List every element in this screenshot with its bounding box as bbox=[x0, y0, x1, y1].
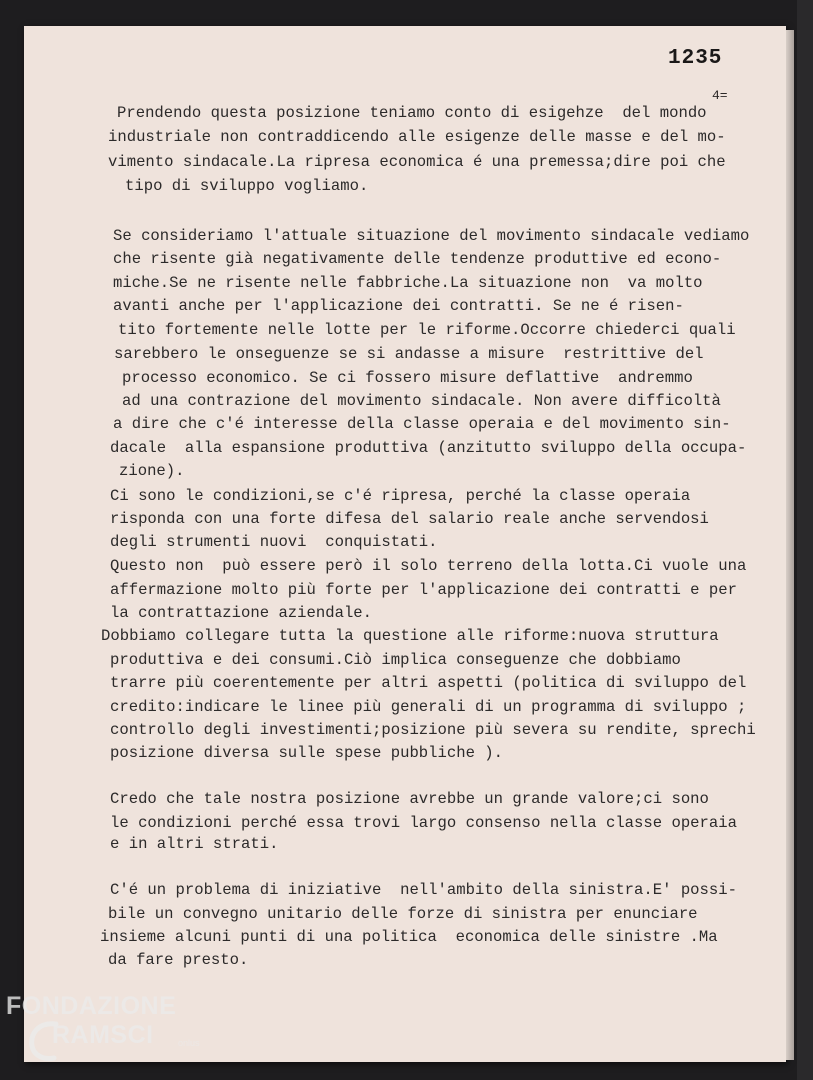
text-line: controllo degli investimenti;posizione più severa su rendite, sprechi bbox=[110, 721, 756, 739]
text-line: miche.Se ne risente nelle fabbriche.La situazione non va molto bbox=[113, 274, 703, 292]
text-line: a dire che c'é interesse della classe operaia e del movimento sin- bbox=[113, 415, 731, 433]
text-line: avanti anche per l'applicazione dei contratti. Se ne é risen- bbox=[113, 297, 684, 315]
text-line: dacale alla espansione produttiva (anzitutto sviluppo della occupa- bbox=[110, 439, 747, 457]
text-line: Credo che tale nostra posizione avrebbe un grande valore;ci sono bbox=[110, 790, 709, 808]
background-strip bbox=[797, 0, 813, 1080]
text-line: produttiva e dei consumi.Ciò implica conseguenze che dobbiamo bbox=[110, 651, 681, 669]
text-line: le condizioni perché essa trovi largo consenso nella classe operaia bbox=[110, 814, 737, 832]
text-line: la contrattazione aziendale. bbox=[110, 604, 373, 622]
text-line: insieme alcuni punti di una politica economica delle sinistre .Ma bbox=[100, 928, 718, 946]
watermark-line-1: FONDAZIONE bbox=[6, 992, 177, 1020]
text-line: zione). bbox=[119, 462, 185, 480]
text-line: che risente già negativamente delle tendenze produttive ed econo- bbox=[113, 250, 722, 268]
text-line: da fare presto. bbox=[108, 951, 249, 969]
text-line: tipo di sviluppo vogliamo. bbox=[125, 177, 369, 195]
text-line: processo economico. Se ci fossero misure deflattive andremmo bbox=[122, 369, 693, 387]
text-line: ad una contrazione del movimento sindacale. Non avere difficoltà bbox=[122, 392, 721, 410]
text-line: Ci sono le condizioni,se c'é ripresa, perché la classe operaia bbox=[110, 487, 691, 505]
text-line: C'é un problema di iniziative nell'ambito della sinistra.E' possi- bbox=[110, 881, 737, 899]
page-mark: 4= bbox=[712, 88, 728, 103]
watermark-line-2: RAMSCI bbox=[52, 1021, 154, 1049]
text-line: industriale non contraddicendo alle esigenze delle masse e del mo- bbox=[108, 128, 726, 146]
text-line: credito:indicare le linee più generali di un programma di sviluppo ; bbox=[110, 698, 747, 716]
text-line: posizione diversa sulle spese pubbliche ). bbox=[110, 744, 504, 762]
text-line: Dobbiamo collegare tutta la questione alle riforme:nuova struttura bbox=[101, 627, 719, 645]
watermark-suffix: onlus bbox=[178, 1038, 200, 1048]
text-line: e in altri strati. bbox=[110, 835, 279, 853]
text-line: Prendendo questa posizione teniamo conto di esigehze del mondo bbox=[117, 104, 707, 122]
text-line: risponda con una forte difesa del salario reale anche servendosi bbox=[110, 510, 709, 528]
text-line: sarebbero le onseguenze se si andasse a misure restrittive del bbox=[114, 345, 704, 363]
text-line: degli strumenti nuovi conquistati. bbox=[110, 533, 438, 551]
text-line: bile un convegno unitario delle forze di sinistra per enunciare bbox=[108, 905, 698, 923]
text-line: trarre più coerentemente per altri aspetti (politica di sviluppo del bbox=[110, 674, 747, 692]
text-line: vimento sindacale.La ripresa economica é una premessa;dire poi che bbox=[108, 153, 726, 171]
text-line: Questo non può essere però il solo terreno della lotta.Ci vuole una bbox=[110, 557, 747, 575]
page-number: 1235 bbox=[668, 47, 723, 70]
text-line: affermazione molto più forte per l'applicazione dei contratti e per bbox=[110, 581, 737, 599]
fondazione-gramsci-watermark bbox=[6, 992, 206, 1062]
text-line: Se consideriamo l'attuale situazione del movimento sindacale vediamo bbox=[113, 227, 750, 245]
text-line: tito fortemente nelle lotte per le riforme.Occorre chiederci quali bbox=[118, 321, 736, 339]
page-edge bbox=[786, 30, 794, 1060]
